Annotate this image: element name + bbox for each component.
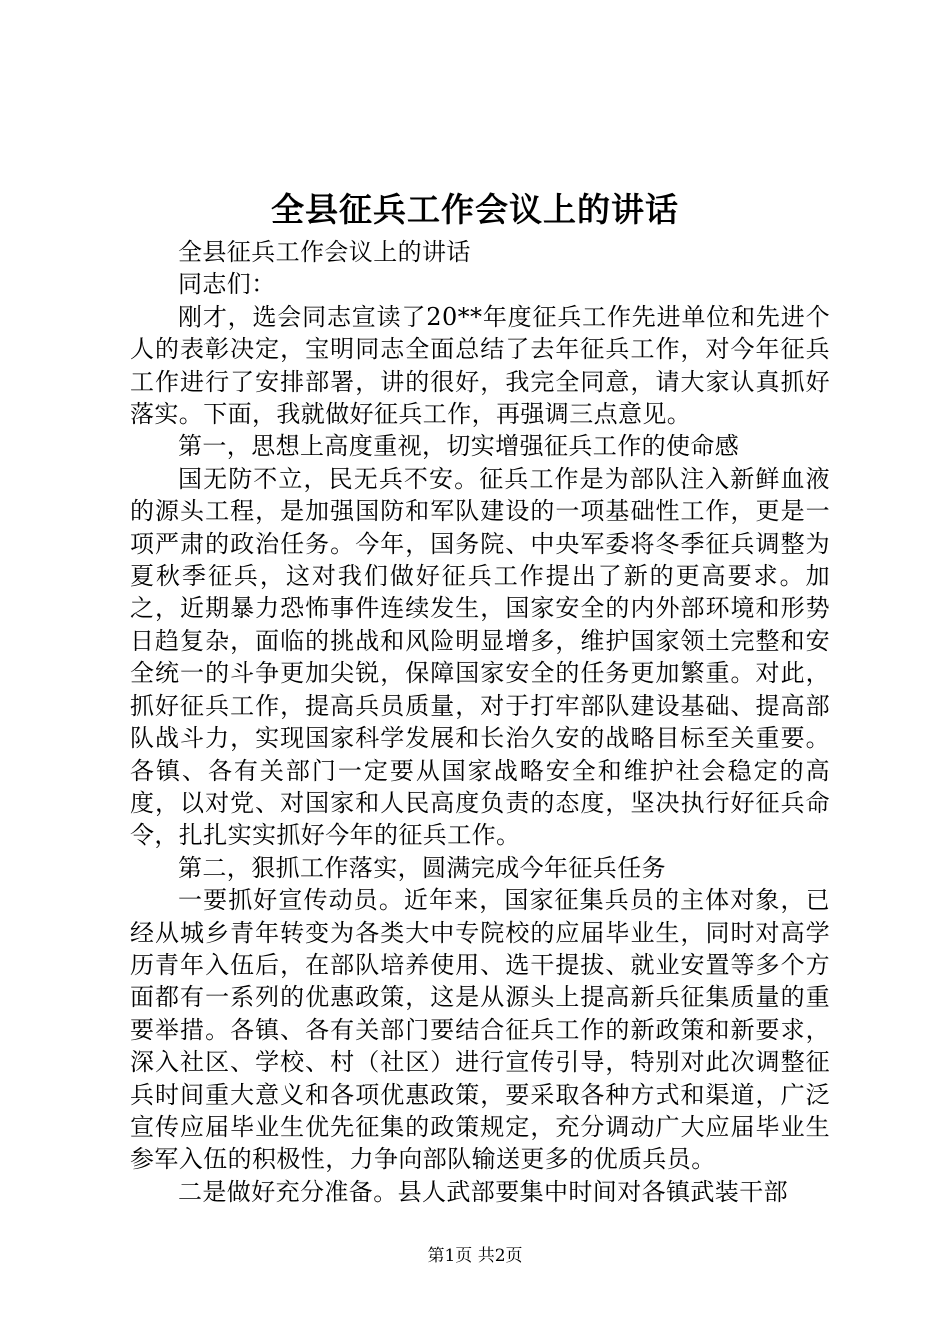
document-body xyxy=(130,236,830,1208)
paragraph-salutation: 同志们： xyxy=(178,270,276,299)
page-footer: 第1页 共2页 xyxy=(427,1246,523,1266)
document-title: 全县征兵工作会议上的讲话 xyxy=(271,190,679,229)
section-heading-second: 第二，狠抓工作落实，圆满完成今年征兵任务 xyxy=(178,853,666,882)
paragraph-publicity: 一要抓好宣传动员。近年来，国家征集兵员的主体对象，已经从城乡青年转变为各类大中专院校的应届毕业生，同时对高学历青年入伍后，在部队培养使用、选干提拔、就业安置等多个方面都有一系列的优惠政策，这是从源头上提高新兵征集质量的重要举措。各镇、各有关部门要结合征兵工作的新政策和新要求，深入社区、学校、村（社区）进行宣传引导，特别对此次调整征兵时间重大意义和各项优惠政策，要采取各种方式和渠道，广泛宣传应届毕业生优先征集的政策规定，充分调动广大应届毕业生参军入伍的积极性，力争向部队输送更多的优质兵员。 xyxy=(130,886,830,1174)
paragraph-first-section: 国无防不立，民无兵不安。征兵工作是为部队注入新鲜血液的源头工程，是加强国防和军队建设的一项基础性工作，更是一项严肃的政治任务。今年，国务院、中央军委将冬季征兵调整为夏秋季征兵，这对我们做好征兵工作提出了新的更高要求。加之，近期暴力恐怖事件连续发生，国家安全的内外部环境和形势日趋复杂，面临的挑战和风险明显增多，维护国家领土完整和安全统一的斗争更加尖锐，保障国家安全的任务更加繁重。对此，抓好征兵工作，提高兵员质量，对于打牢部队建设基础、提高部队战斗力，实现国家科学发展和长治久安的战略目标至关重要。各镇、各有关部门一定要从国家战略安全和维护社会稳定的高度，以对党、对国家和人民高度负责的态度，坚决执行好征兵命令，扎扎实实抓好今年的征兵工作。 xyxy=(130,464,830,850)
section-heading-first: 第一，思想上高度重视，切实增强征兵工作的使命感 xyxy=(178,432,740,461)
paragraph-preparation: 二是做好充分准备。县人武部要集中时间对各镇武装干部 xyxy=(178,1177,788,1206)
paragraph-intro: 刚才，选会同志宣读了20**年度征兵工作先进单位和先进个人的表彰决定，宝明同志全面总结了去年征兵工作，对今年征兵工作进行了安排部署，讲的很好，我完全同意，请大家认真抓好落实。下面，我就做好征兵工作，再强调三点意见。 xyxy=(130,302,830,429)
paragraph-subtitle: 全县征兵工作会议上的讲话 xyxy=(178,238,471,266)
